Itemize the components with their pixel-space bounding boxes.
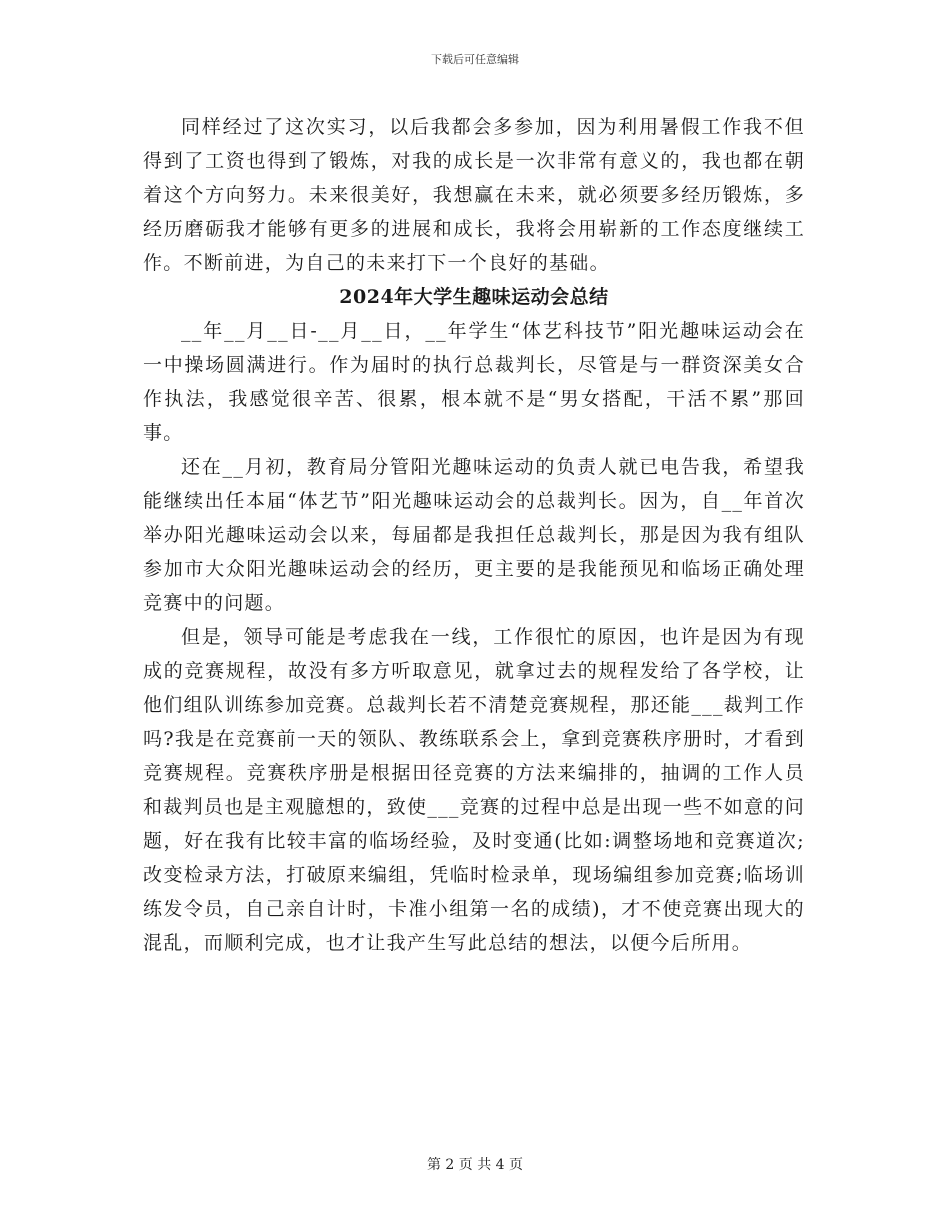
page-footer: 第 2 页 共 4 页: [426, 1157, 524, 1173]
document-body: [143, 110, 805, 960]
body-paragraph-3: 但是，领导可能是考虑我在一线，工作很忙的原因，也许是因为有现成的竞赛规程，故没有多方听取意见，就拿过去的规程发给了各学校，让他们组队训练参加竞赛。总裁判长若不清楚竞赛规程，那还能___裁判工作吗?我是在竞赛前一天的领队、教练联系会上，拿到竞赛秩序册时，才看到竞赛规程。竞赛秩序册是根据田径竞赛的方法来编排的，抽调的工作人员和裁判员也是主观臆想的，致使___竞赛的过程中总是出现一些不如意的问题，好在我有比较丰富的临场经验，及时变通(比如:调整场地和竞赛道次;改变检录方法，打破原来编组，凭临时检录单，现场编组参加竞赛;临场训练发令员，自己亲自计时，卡准小组第一名的成绩)，才不使竞赛出现大的混乱，而顺利完成，也才让我产生写此总结的想法，以便今后所用。: [143, 626, 805, 954]
body-paragraph-1: __年__月__日-__月__日，__年学生“体艺科技节”阳光趣味运动会在一中操场圆满进行。作为届时的执行总裁判长，尽管是与一群资深美女合作执法，我感觉很辛苦、很累，根本就不是“男女搭配，干活不累”那回事。: [143, 320, 805, 444]
page-header: 下载后可任意编辑: [431, 53, 519, 66]
intro-paragraph: 同样经过了这次实习，以后我都会多参加，因为利用暑假工作我不但得到了工资也得到了锻炼，对我的成长是一次非常有意义的，我也都在朝着这个方向努力。未来很美好，我想赢在未来，就必须要多经历锻炼，多经历磨砺我才能够有更多的进展和成长，我将会用崭新的工作态度继续工作。不断前进，为自己的未来打下一个良好的基础。: [143, 116, 805, 274]
document-title: 2024年大学生趣味运动会总结: [339, 286, 609, 308]
body-paragraph-2: 还在__月初，教育局分管阳光趣味运动的负责人就已电告我，希望我能继续出任本届“体艺节”阳光趣味运动会的总裁判长。因为，自__年首次举办阳光趣味运动会以来，每届都是我担任总裁判长，那是因为我有组队参加市大众阳光趣味运动会的经历，更主要的是我能预见和临场正确处理竞赛中的问题。: [143, 456, 805, 614]
